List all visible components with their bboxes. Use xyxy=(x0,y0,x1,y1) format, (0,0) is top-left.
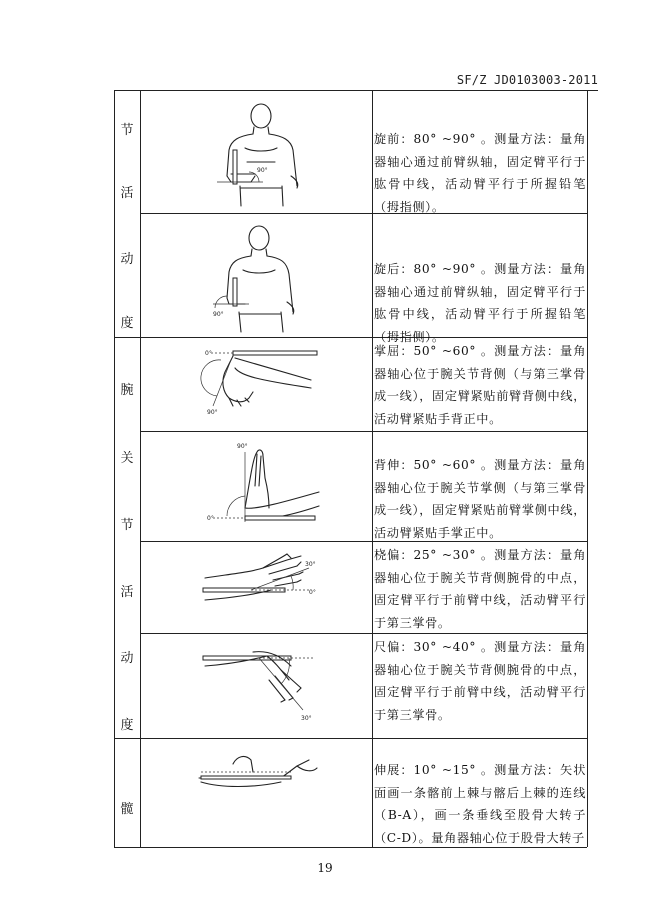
row-description: 背伸：50° ~60° 。测量方法：量角器轴心位于腕关节掌侧（与第三掌骨成一线），固定臂紧贴前臂掌侧中线，活动臂紧贴手掌正中。 xyxy=(374,458,586,540)
side-label: 节 xyxy=(120,518,134,533)
palmar-bottom-label: 90° xyxy=(207,409,218,416)
radial-deviation-figure xyxy=(141,544,373,630)
table-border-left xyxy=(114,91,115,847)
side-label: 活 xyxy=(120,186,134,201)
row-divider xyxy=(140,431,587,432)
table-border-right xyxy=(587,91,588,847)
row-description: 旋前：80° ~90° 。测量方法：量角器轴心通过前臂纵轴，固定臂平行于肱骨中线，活动臂平行于所握铅笔（拇指侧）。 xyxy=(374,132,586,214)
document-code: SF/Z JD0103003-2011 xyxy=(456,73,598,87)
side-label: 动 xyxy=(120,252,134,267)
row-description: 桡偏：25° ~30° 。测量方法：量角器轴心位于腕关节背侧腕骨的中点，固定臂平行于前臂中线，活动臂平行于第三掌骨。 xyxy=(374,548,586,630)
side-label: 腕 xyxy=(120,383,134,398)
radial-top-label: 30° xyxy=(305,561,316,568)
side-label: 度 xyxy=(120,316,134,331)
supination-figure xyxy=(141,216,373,334)
side-label: 节 xyxy=(120,123,134,138)
pronation-degree-label: 90° xyxy=(257,167,268,174)
ulnar-deviation-figure xyxy=(141,636,373,736)
hip-extension-figure xyxy=(141,742,373,842)
pronation-figure xyxy=(141,96,373,210)
side-label: 动 xyxy=(120,651,134,666)
dorsal-left-label: 0° xyxy=(207,515,214,522)
ulnar-bottom-label: 30° xyxy=(301,715,312,722)
dorsal-extension-figure xyxy=(141,434,373,538)
row-description: 旋后：80° ~90° 。测量方法：量角器轴心通过前臂纵轴，固定臂平行于肱骨中线，活动臂平行于所握铅笔（拇指侧）。 xyxy=(374,262,586,344)
side-label: 度 xyxy=(120,718,134,733)
side-label: 关 xyxy=(120,451,134,466)
palmar-flexion-figure xyxy=(141,340,373,428)
row-divider xyxy=(114,738,587,739)
side-label: 髋 xyxy=(120,802,134,817)
radial-bottom-label: 0° xyxy=(309,589,316,596)
row-description: 伸展：10° ~15° 。测量方法：矢状面画一条髂前上棘与髂后上棘的连线（B-A），画一条垂线至股骨大转子（C-D）。量角器轴心位于股骨大转子 xyxy=(374,763,586,845)
dorsal-top-label: 90° xyxy=(237,443,248,450)
row-description: 掌屈：50° ~60° 。测量方法：量角器轴心位于腕关节背侧（与第三掌骨成一线），固定臂紧贴前臂背侧中线，活动臂紧贴手背正中。 xyxy=(374,344,586,426)
palmar-top-label: 0° xyxy=(205,350,212,357)
page-number: 19 xyxy=(317,861,333,875)
row-description: 尺偏：30° ~40° 。测量方法：量角器轴心位于腕关节背侧腕骨的中点，固定臂平行于前臂中线，活动臂平行于第三掌骨。 xyxy=(374,640,586,722)
supination-degree-label: 90° xyxy=(213,311,224,318)
side-label: 活 xyxy=(120,585,134,600)
